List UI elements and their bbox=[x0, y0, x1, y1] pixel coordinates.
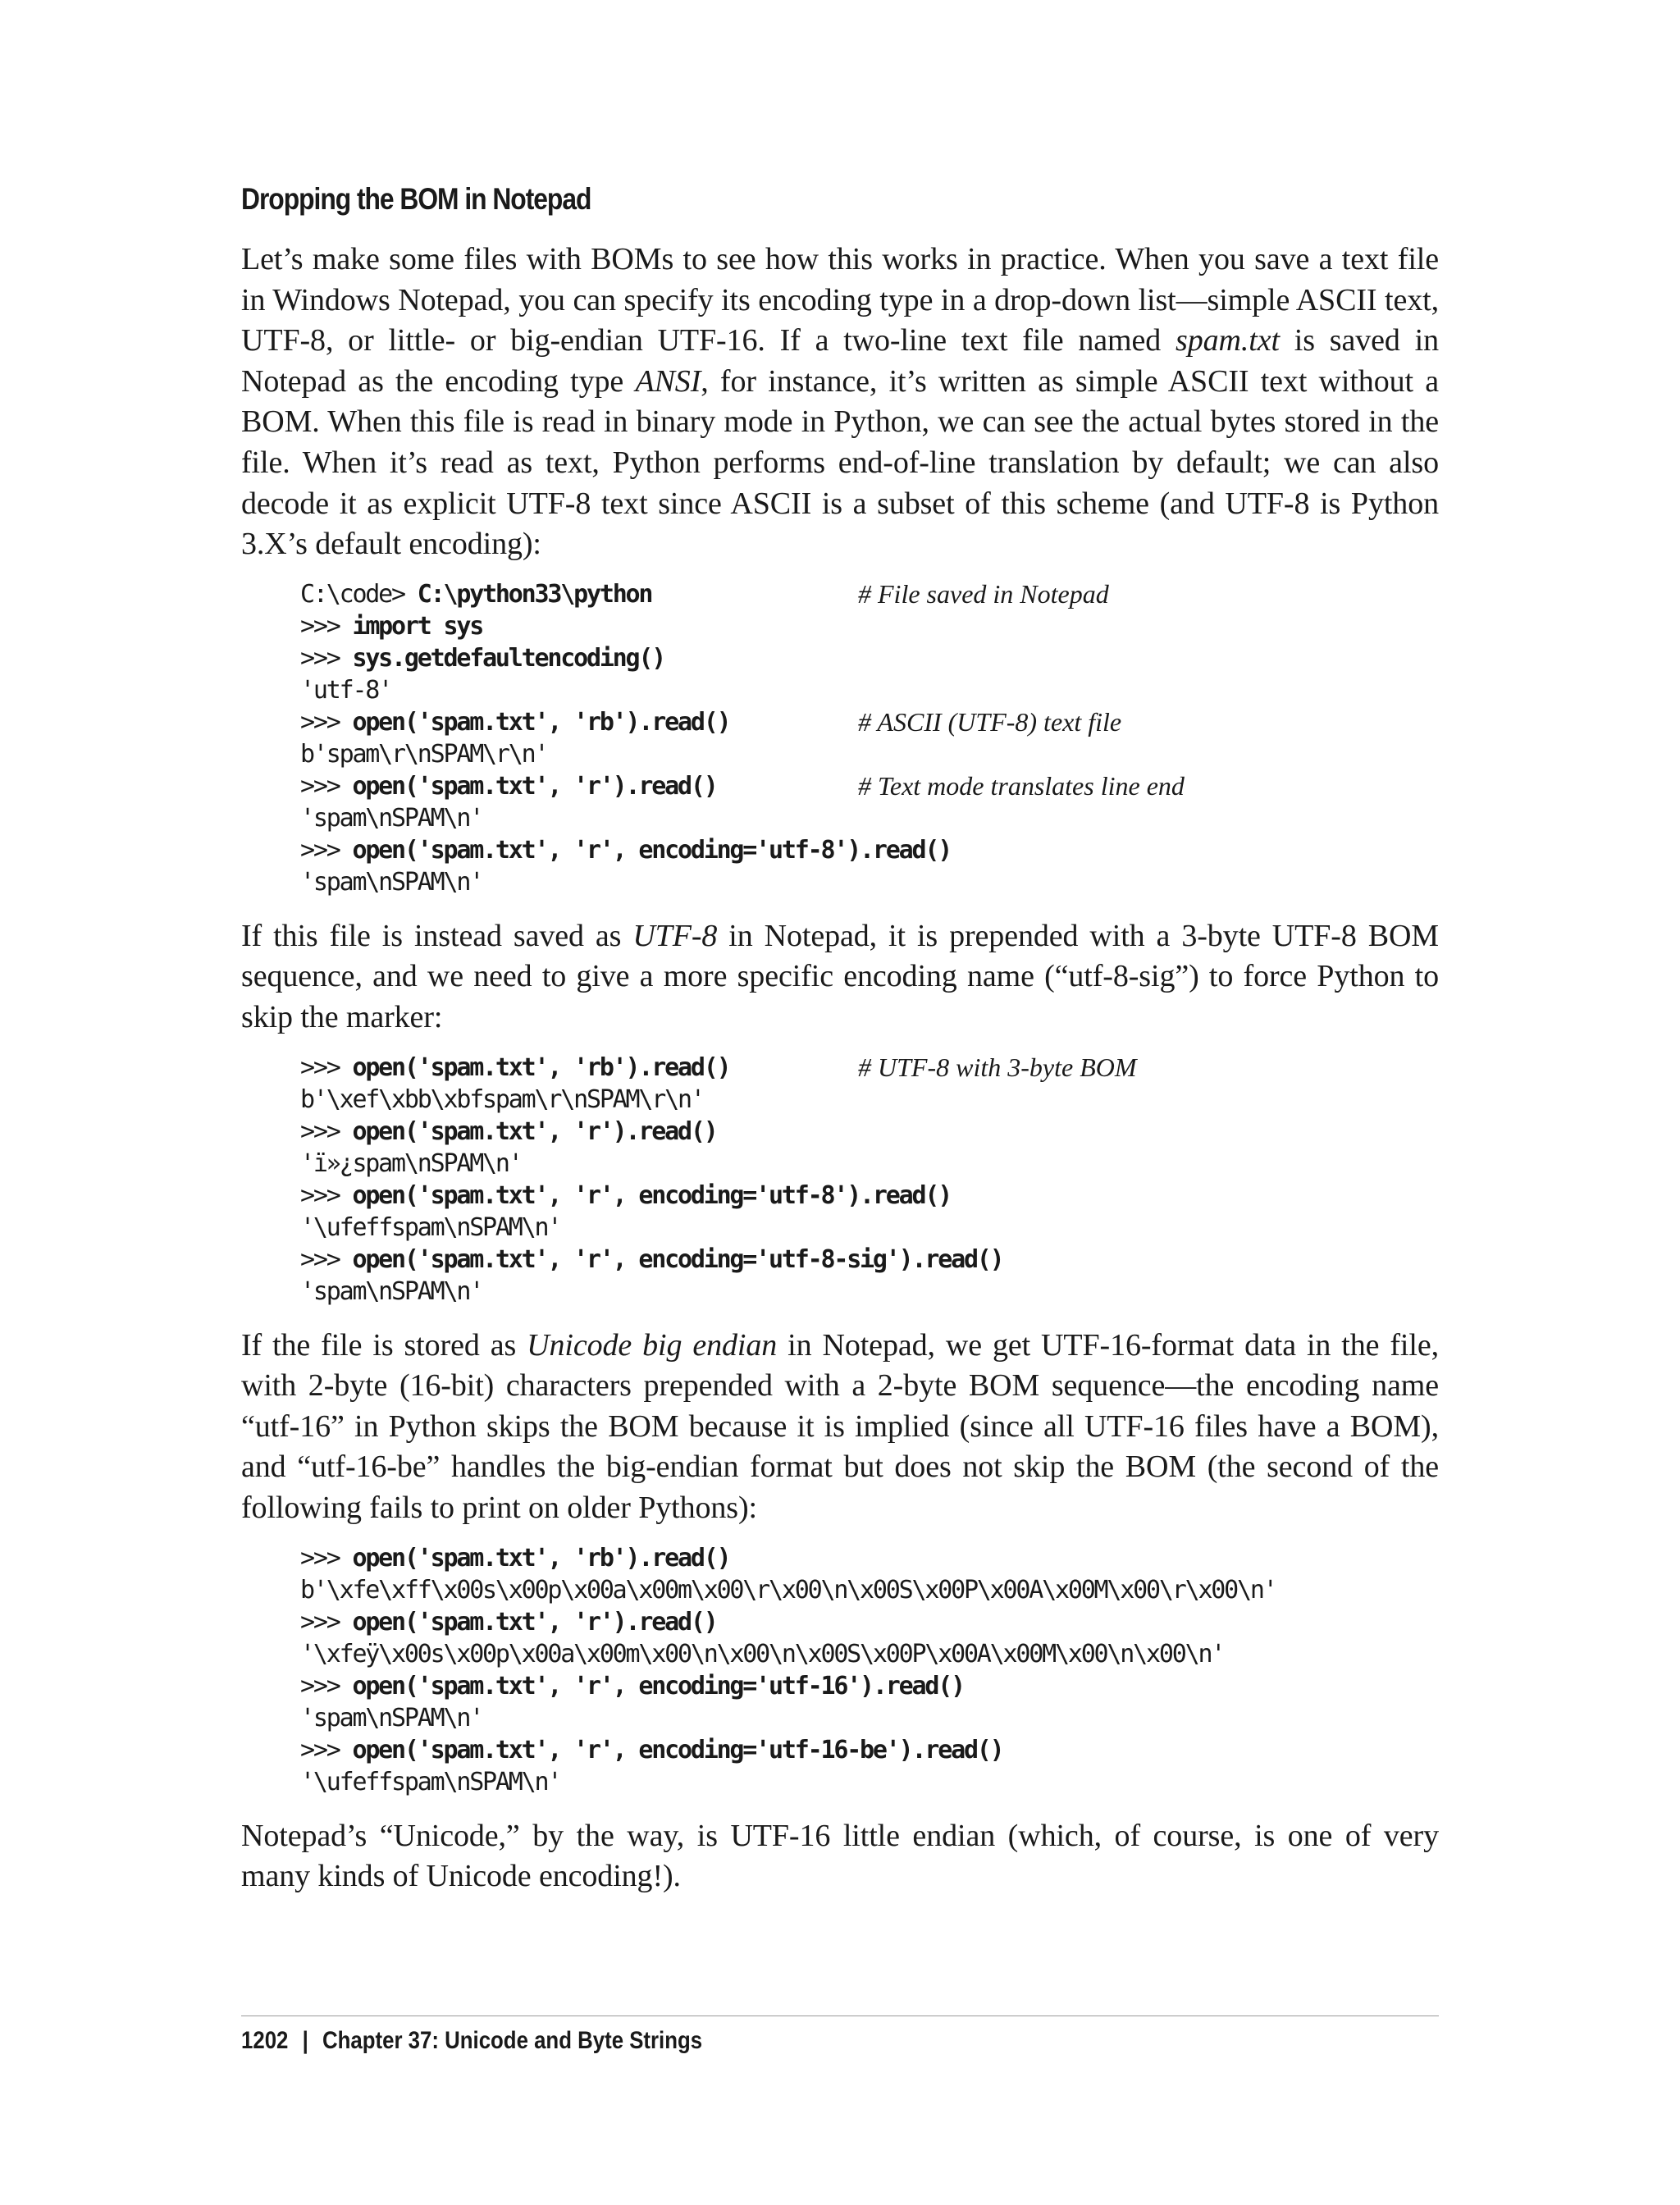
code-line bbox=[300, 1574, 1439, 1606]
code-line bbox=[300, 610, 1439, 642]
text-run: , for instance, it’s written as simple ASCII text without a BOM. When this file is read in binary mode in Python, we can see the actual bytes stored in the file. When it’s read as text, Python performs end-of-line translation by default; we can also decode it as explicit UTF-8 text since ASCII is a subset of this scheme (and UTF-8 is Python 3.X’s default encoding): bbox=[241, 363, 1439, 562]
code-line bbox=[300, 1244, 1439, 1276]
code-prompt: >>> bbox=[300, 1052, 353, 1082]
page-number: 1202 bbox=[241, 2027, 289, 2054]
code-block-1 bbox=[300, 578, 1439, 898]
code-input: open('spam.txt', 'r', encoding='utf-8').read() bbox=[352, 835, 952, 865]
code-line bbox=[300, 578, 1439, 610]
paragraph-2 bbox=[241, 916, 1439, 1039]
code-line bbox=[300, 1766, 1439, 1798]
chapter-title: Chapter 37: Unicode and Byte Strings bbox=[322, 2027, 703, 2054]
code-input: open('spam.txt', 'r').read() bbox=[352, 771, 717, 801]
code-line bbox=[300, 1052, 1439, 1084]
text-run: is saved in Notepad as the encoding type bbox=[241, 323, 1439, 399]
code-line bbox=[300, 1084, 1439, 1116]
code-prompt: >>> bbox=[300, 1735, 353, 1764]
code-prompt: >>> bbox=[300, 1607, 353, 1637]
code-block-2 bbox=[300, 1052, 1439, 1308]
code-output: 'spam\nSPAM\n' bbox=[300, 1703, 483, 1732]
code-prompt: >>> bbox=[300, 835, 353, 865]
code-output: 'utf-8' bbox=[300, 675, 392, 705]
code-line bbox=[300, 1276, 1439, 1308]
page-footer bbox=[241, 2023, 702, 2059]
section-heading: Dropping the BOM in Notepad bbox=[241, 182, 591, 216]
code-line bbox=[300, 1180, 1439, 1212]
code-input: open('spam.txt', 'r').read() bbox=[352, 1607, 717, 1637]
code-line bbox=[300, 834, 1439, 866]
code-prompt: >>> bbox=[300, 611, 353, 641]
code-prompt: >>> bbox=[300, 1116, 353, 1146]
code-output: b'\xef\xbb\xbfspam\r\nSPAM\r\n' bbox=[300, 1084, 704, 1114]
code-comment: # ASCII (UTF-8) text file bbox=[858, 706, 1122, 737]
code-output: 'spam\nSPAM\n' bbox=[300, 1276, 483, 1306]
text-run: Let’s make some files with BOMs to see how this works in practice. When you save a text file in Windows Notepad, you can specify its encoding type in a drop-down list—simple ASCII text, UTF-8, or little- or big-endian UTF-16. If a two-line text file named bbox=[241, 242, 1439, 358]
code-prompt: >>> bbox=[300, 707, 353, 737]
code-prompt: >>> bbox=[300, 1244, 353, 1274]
code-line bbox=[300, 1148, 1439, 1180]
code-output: b'\xfe\xff\x00s\x00p\x00a\x00m\x00\r\x00\n\x00S\x00P\x00A\x00M\x00\r\x00\n' bbox=[300, 1575, 1276, 1605]
code-output: '\ufeffspam\nSPAM\n' bbox=[300, 1212, 561, 1242]
code-prompt: >>> bbox=[300, 1543, 353, 1573]
text-run: in Notepad, it is prepended with a 3-byte UTF-8 BOM sequence, and we need to give a more specific encoding name (“utf-8-sig”) to force Python to skip the marker: bbox=[241, 918, 1439, 1034]
code-input: sys.getdefaultencoding() bbox=[352, 643, 665, 673]
code-input: open('spam.txt', 'r', encoding='utf-16-be').read() bbox=[352, 1735, 1003, 1764]
code-output: 'spam\nSPAM\n' bbox=[300, 803, 483, 833]
code-output: '\xfeÿ\x00s\x00p\x00a\x00m\x00\n\x00\n\x00S\x00P\x00A\x00M\x00\n\x00\n' bbox=[300, 1639, 1225, 1669]
paragraph-4 bbox=[241, 1816, 1439, 1897]
code-line bbox=[300, 866, 1439, 898]
code-input: open('spam.txt', 'rb').read() bbox=[352, 1052, 730, 1082]
text-run: If the file is stored as bbox=[241, 1327, 527, 1363]
code-prompt: >>> bbox=[300, 771, 353, 801]
code-comment: # File saved in Notepad bbox=[858, 578, 1109, 609]
code-line bbox=[300, 1542, 1439, 1574]
code-input: open('spam.txt', 'r', encoding='utf-8-sig').read() bbox=[352, 1244, 1003, 1274]
code-line bbox=[300, 642, 1439, 674]
page-content bbox=[241, 177, 1439, 1897]
code-comment: # UTF-8 with 3-byte BOM bbox=[858, 1052, 1137, 1082]
footer-separator: | bbox=[302, 2027, 308, 2054]
code-prompt: >>> bbox=[300, 643, 353, 673]
code-input: open('spam.txt', 'rb').read() bbox=[352, 1543, 730, 1573]
code-line bbox=[300, 1212, 1439, 1244]
code-line bbox=[300, 802, 1439, 834]
code-line bbox=[300, 1638, 1439, 1670]
italic-term: ANSI bbox=[635, 363, 701, 399]
code-input: import sys bbox=[352, 611, 483, 641]
code-output: 'spam\nSPAM\n' bbox=[300, 867, 483, 897]
code-prompt: >>> bbox=[300, 1180, 353, 1210]
text-run: Notepad’s “Unicode,” by the way, is UTF-16 little endian (which, of course, is one of very many kinds of Unicode encoding!). bbox=[241, 1818, 1439, 1894]
code-input: open('spam.txt', 'r').read() bbox=[352, 1116, 717, 1146]
code-input: open('spam.txt', 'rb').read() bbox=[352, 707, 730, 737]
code-comment: # Text mode translates line end bbox=[858, 770, 1185, 801]
code-block-3 bbox=[300, 1542, 1439, 1798]
code-input: C:\python33\python bbox=[417, 579, 652, 609]
code-line bbox=[300, 1702, 1439, 1734]
paragraph-1 bbox=[241, 240, 1439, 565]
code-input: open('spam.txt', 'r', encoding='utf-8').read() bbox=[352, 1180, 952, 1210]
italic-term: spam.txt bbox=[1176, 323, 1280, 358]
italic-term: UTF-8 bbox=[632, 918, 718, 953]
code-output: b'spam\r\nSPAM\r\n' bbox=[300, 739, 548, 769]
code-line bbox=[300, 674, 1439, 706]
code-output: 'ï»¿spam\nSPAM\n' bbox=[300, 1148, 522, 1178]
code-line bbox=[300, 770, 1439, 802]
text-run: in Notepad, we get UTF-16-format data in the file, with 2-byte (16-bit) characters prepended with a 2-byte BOM sequence—the encoding name “utf-16” in Python skips the BOM because it is implied (since all UTF-16 files have a BOM), and “utf-16-be” handles the big-endian format but does not skip the BOM (the second of the following fails to print on older Pythons): bbox=[241, 1327, 1439, 1525]
code-output: '\ufeffspam\nSPAM\n' bbox=[300, 1767, 561, 1796]
code-prompt: >>> bbox=[300, 1671, 353, 1701]
code-line bbox=[300, 1606, 1439, 1638]
text-run: If this file is instead saved as bbox=[241, 918, 633, 953]
code-input: open('spam.txt', 'r', encoding='utf-16').read() bbox=[352, 1671, 964, 1701]
code-line bbox=[300, 738, 1439, 770]
code-line bbox=[300, 1734, 1439, 1766]
code-prompt: C:\code> bbox=[300, 579, 418, 609]
code-line bbox=[300, 1116, 1439, 1148]
italic-term: Unicode big endian bbox=[527, 1327, 778, 1363]
code-line bbox=[300, 1670, 1439, 1702]
paragraph-3 bbox=[241, 1326, 1439, 1529]
code-line bbox=[300, 706, 1439, 738]
